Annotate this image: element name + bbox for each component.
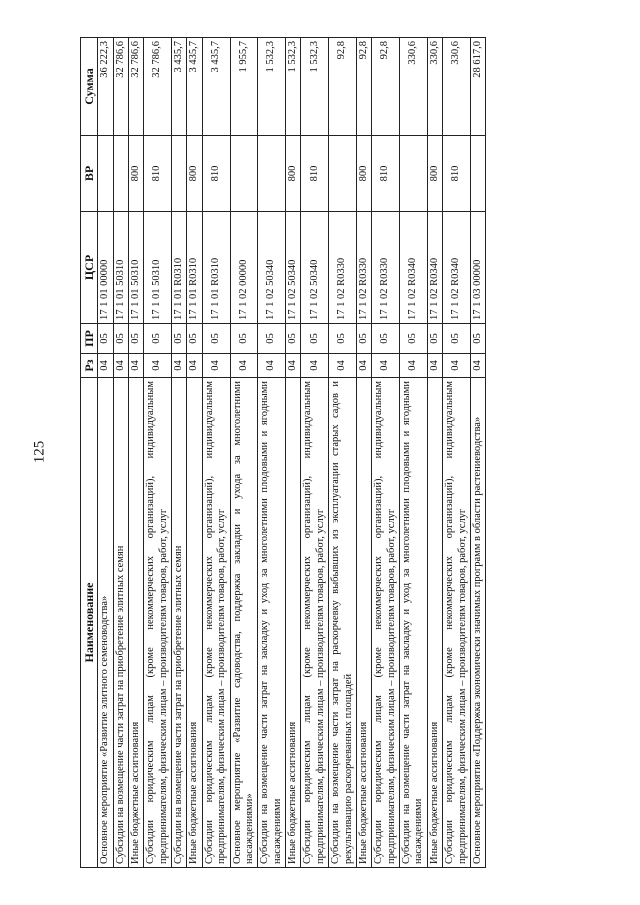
table-row: [400, 38, 428, 868]
cell-csr: 17 1 02 R0340: [400, 212, 428, 324]
budget-table: [80, 37, 486, 868]
cell-csr: 17 1 02 50340: [301, 212, 329, 324]
cell-vr: [400, 136, 428, 212]
cell-vr: 800: [187, 136, 202, 212]
cell-sum: 32 786,6: [113, 38, 128, 136]
column-header-sum: Сумма: [81, 38, 98, 136]
page-number: 125: [31, 440, 48, 464]
cell-name: Основное мероприятие «Поддержка экономически значимых программ в области растениеводства»: [470, 378, 485, 868]
cell-vr: [172, 136, 187, 212]
cell-vr: 810: [144, 136, 172, 212]
cell-name: Иные бюджетные ассигнования: [187, 378, 202, 868]
cell-sum: 92,8: [372, 38, 400, 136]
cell-sum: 3 435,7: [187, 38, 202, 136]
cell-name: Иные бюджетные ассигнования: [286, 378, 301, 868]
cell-name: Иные бюджетные ассигнования: [356, 378, 371, 868]
table-header-row: [81, 38, 98, 868]
cell-sum: 92,8: [356, 38, 371, 136]
cell-vr: [329, 136, 357, 212]
cell-csr: 17 1 02 R0330: [372, 212, 400, 324]
cell-pr: 05: [427, 324, 442, 354]
cell-pr: 05: [187, 324, 202, 354]
cell-sum: 3 435,7: [172, 38, 187, 136]
cell-vr: 810: [443, 136, 471, 212]
cell-name: Субсидии юридическим лицам (кроме некоммерческих организаций), индивидуальным предпринимателям, физическим лицам – производителям товаров, работ, услуг: [144, 378, 172, 868]
cell-csr: 17 1 02 R0330: [329, 212, 357, 324]
cell-sum: 28 617,0: [470, 38, 485, 136]
cell-sum: 32 786,6: [128, 38, 143, 136]
cell-pr: 05: [172, 324, 187, 354]
cell-pr: 05: [258, 324, 286, 354]
cell-csr: 17 1 01 00000: [98, 212, 113, 324]
cell-csr: 17 1 01 R0310: [202, 212, 230, 324]
cell-csr: 17 1 03 00000: [470, 212, 485, 324]
cell-sum: 92,8: [329, 38, 357, 136]
cell-vr: 810: [372, 136, 400, 212]
table-row: [470, 38, 485, 868]
table-row: [113, 38, 128, 868]
cell-csr: 17 1 01 R0310: [172, 212, 187, 324]
cell-sum: 1 955,7: [230, 38, 258, 136]
cell-rz: 04: [258, 354, 286, 378]
cell-rz: 04: [470, 354, 485, 378]
cell-sum: 330,6: [400, 38, 428, 136]
cell-name: Субсидии юридическим лицам (кроме некоммерческих организаций), индивидуальным предпринимателям, физическим лицам – производителям товаров, работ, услуг: [301, 378, 329, 868]
table-row: [329, 38, 357, 868]
table-row: [202, 38, 230, 868]
table-row: [427, 38, 442, 868]
cell-pr: 05: [128, 324, 143, 354]
cell-csr: 17 1 02 R0330: [356, 212, 371, 324]
table-row: [258, 38, 286, 868]
table-row: [356, 38, 371, 868]
cell-vr: [258, 136, 286, 212]
cell-pr: 05: [443, 324, 471, 354]
cell-name: Субсидии на возмещение части затрат на приобретение элитных семян: [113, 378, 128, 868]
table-row: [372, 38, 400, 868]
cell-vr: 810: [202, 136, 230, 212]
cell-rz: 04: [128, 354, 143, 378]
cell-pr: 05: [356, 324, 371, 354]
cell-name: Субсидии на возмещение части затрат на закладку и уход за многолетними плодовыми и ягодными насаждениями: [258, 378, 286, 868]
cell-rz: 04: [144, 354, 172, 378]
cell-vr: 810: [301, 136, 329, 212]
cell-name: Субсидии на возмещение части затрат на раскорчевку выбывших из эксплуатации старых садов и рекультивацию раскорчеванных площадей: [329, 378, 357, 868]
table-row: [128, 38, 143, 868]
table-row: [301, 38, 329, 868]
cell-name: Основное мероприятие «Развитие элитного семеноводства»: [98, 378, 113, 868]
cell-rz: 04: [187, 354, 202, 378]
cell-vr: [113, 136, 128, 212]
cell-vr: 800: [356, 136, 371, 212]
column-header-pr: ПР: [81, 324, 98, 354]
cell-name: Иные бюджетные ассигнования: [427, 378, 442, 868]
cell-name: Субсидии юридическим лицам (кроме некоммерческих организаций), индивидуальным предпринимателям, физическим лицам – производителям товаров, работ, услуг: [202, 378, 230, 868]
cell-name: Субсидии юридическим лицам (кроме некоммерческих организаций), индивидуальным предпринимателям, физическим лицам – производителям товаров, работ, услуг: [372, 378, 400, 868]
cell-sum: 330,6: [443, 38, 471, 136]
cell-pr: 05: [98, 324, 113, 354]
cell-pr: 05: [372, 324, 400, 354]
cell-pr: 05: [230, 324, 258, 354]
cell-csr: 17 1 02 50340: [286, 212, 301, 324]
column-header-csr: ЦСР: [81, 212, 98, 324]
cell-vr: 800: [128, 136, 143, 212]
cell-rz: 04: [301, 354, 329, 378]
cell-rz: 04: [427, 354, 442, 378]
cell-sum: 1 532,3: [258, 38, 286, 136]
cell-rz: 04: [400, 354, 428, 378]
cell-csr: 17 1 02 R0340: [427, 212, 442, 324]
cell-sum: 1 532,3: [301, 38, 329, 136]
cell-pr: 05: [113, 324, 128, 354]
cell-rz: 04: [329, 354, 357, 378]
table-row: [172, 38, 187, 868]
cell-name: Основное мероприятие «Развитие садоводства, поддержка закладки и ухода за многолетними насаждениями»: [230, 378, 258, 868]
table-row: [187, 38, 202, 868]
column-header-rz: Рз: [81, 354, 98, 378]
table-row: [144, 38, 172, 868]
cell-sum: 36 222,3: [98, 38, 113, 136]
cell-vr: [470, 136, 485, 212]
cell-vr: 800: [286, 136, 301, 212]
cell-vr: [230, 136, 258, 212]
cell-vr: 800: [427, 136, 442, 212]
cell-pr: 05: [286, 324, 301, 354]
column-header-vr: ВР: [81, 136, 98, 212]
cell-csr: 17 1 01 50310: [144, 212, 172, 324]
cell-rz: 04: [172, 354, 187, 378]
cell-pr: 05: [202, 324, 230, 354]
cell-rz: 04: [230, 354, 258, 378]
cell-rz: 04: [286, 354, 301, 378]
table-row: [286, 38, 301, 868]
cell-rz: 04: [202, 354, 230, 378]
cell-csr: 17 1 01 50310: [128, 212, 143, 324]
cell-csr: 17 1 01 R0310: [187, 212, 202, 324]
cell-rz: 04: [113, 354, 128, 378]
cell-sum: 1 532,3: [286, 38, 301, 136]
cell-name: Иные бюджетные ассигнования: [128, 378, 143, 868]
cell-rz: 04: [372, 354, 400, 378]
cell-name: Субсидии на возмещение части затрат на приобретение элитных семян: [172, 378, 187, 868]
table-row: [98, 38, 113, 868]
rotated-table-wrapper: [80, 38, 610, 868]
table-row: [443, 38, 471, 868]
table-row: [230, 38, 258, 868]
cell-pr: 05: [470, 324, 485, 354]
cell-csr: 17 1 01 50310: [113, 212, 128, 324]
cell-name: Субсидии на возмещение части затрат на закладку и уход за многолетними плодовыми и ягодными насаждениями: [400, 378, 428, 868]
cell-csr: 17 1 02 R0340: [443, 212, 471, 324]
cell-sum: 3 435,7: [202, 38, 230, 136]
cell-csr: 17 1 02 00000: [230, 212, 258, 324]
cell-rz: 04: [98, 354, 113, 378]
cell-pr: 05: [144, 324, 172, 354]
cell-rz: 04: [356, 354, 371, 378]
cell-rz: 04: [443, 354, 471, 378]
cell-csr: 17 1 02 50340: [258, 212, 286, 324]
cell-pr: 05: [400, 324, 428, 354]
column-header-name: Наименование: [81, 378, 98, 868]
cell-pr: 05: [301, 324, 329, 354]
cell-name: Субсидии юридическим лицам (кроме некоммерческих организаций), индивидуальным предпринимателям, физическим лицам – производителям товаров, работ, услуг: [443, 378, 471, 868]
table-body: [98, 38, 486, 868]
cell-vr: [98, 136, 113, 212]
cell-sum: 330,6: [427, 38, 442, 136]
cell-sum: 32 786,6: [144, 38, 172, 136]
cell-pr: 05: [329, 324, 357, 354]
